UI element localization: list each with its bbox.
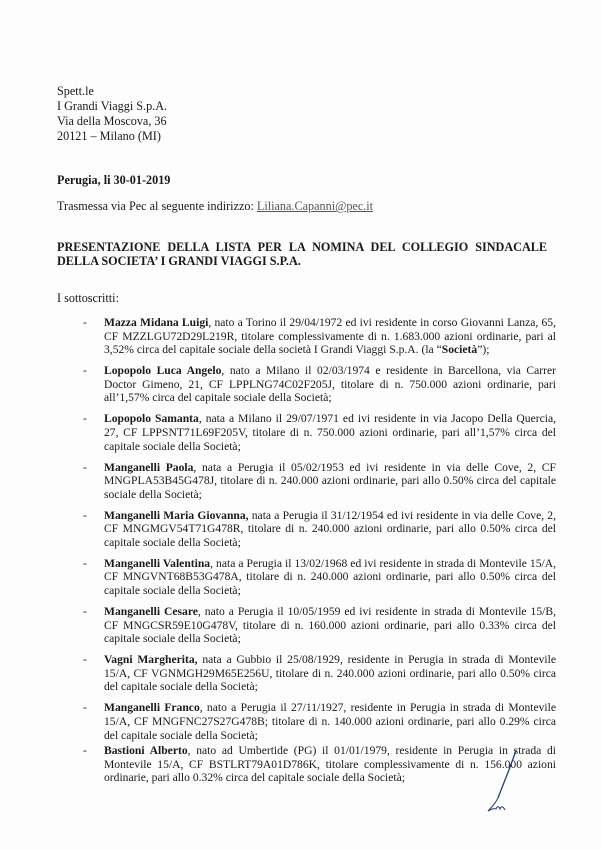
shareholder-name: Lopopolo Samanta xyxy=(104,412,199,426)
shareholder-name: Lopopolo Luca Angelo xyxy=(104,364,222,378)
shareholder-details: , nata a Perugia il 13/02/1968 ed ivi residente in strada di Montevile 15/A, CF MNGVNT68B53G478A, titolare di n. 240.000 azioni ordinarie, pari allo 0.50% circa del capitale sociale della Società; xyxy=(104,556,556,598)
bullet-dash: - xyxy=(83,556,87,570)
list-item xyxy=(80,316,556,357)
shareholder-name: Manganelli Paola xyxy=(104,460,194,474)
date-line: Perugia, li 30-01-2019 xyxy=(57,173,171,187)
bullet-dash: - xyxy=(83,508,87,522)
recipient-line: Spett.le xyxy=(57,84,94,98)
recipient-address xyxy=(57,84,167,144)
shareholder-name: Manganelli Valentina xyxy=(104,556,211,570)
shareholder-details: nata a Perugia il 31/12/1954 ed ivi residente in via delle Cove, 2, CF MNGMGV54T71G478R, titolare di n. 240.000 azioni ordinarie, pari allo 0.50% circa del capitale sociale della Società; xyxy=(104,508,556,549)
shareholder-name: Mazza Midana Luigi xyxy=(104,316,209,329)
shareholder-details: , nata a Perugia il 05/02/1953 ed ivi residente in via delle Cove, 2, CF MNGPLA53B45G478J, titolare di n. 240.000 azioni ordinarie, pari allo 0.50% circa del capitale sociale della Società; xyxy=(104,460,556,501)
recipient-line: Via della Moscova, 36 xyxy=(57,114,167,128)
signature-icon xyxy=(478,748,528,818)
shareholder-details: , nato a Perugia il 10/05/1959 ed ivi residente in strada di Montevile 15/B, CF MNGCSR59E10G478V, titolare di n. 160.000 azioni ordinarie, pari allo 0.33% circa del capitale sociale della Società; xyxy=(104,605,556,646)
list-item xyxy=(80,653,556,694)
bullet-dash: - xyxy=(83,364,87,378)
recipient-line: I Grandi Viaggi S.p.A. xyxy=(57,99,168,113)
intro-text: I sottoscritti: xyxy=(57,291,119,305)
bullet-dash: - xyxy=(83,744,87,758)
shareholder-name: Bastioni Alberto xyxy=(104,744,188,758)
recipient-line: 20121 – Milano (MI) xyxy=(57,129,161,143)
list-item xyxy=(80,461,556,502)
bullet-dash: - xyxy=(83,653,87,667)
shareholder-details: , nato a Torino il 29/04/1972 ed ivi residente in corso Giovanni Lanza, 65, CF MZZLGU72D29L219R, titolare complessivamente di n. 1.683.000 azioni ordinarie, pari al 3,52% circa del capitale sociale della società I Grandi Viaggi S.p.A. (la “ xyxy=(104,316,556,357)
list-item xyxy=(80,605,556,646)
bullet-dash: - xyxy=(83,460,87,474)
bullet-dash: - xyxy=(83,412,87,426)
bullet-dash: - xyxy=(83,605,87,619)
list-item xyxy=(80,412,556,453)
defined-term: Società xyxy=(441,343,478,357)
list-item xyxy=(80,701,556,742)
shareholder-name: Manganelli Franco xyxy=(104,701,200,715)
shareholder-name: Vagni Margherita, xyxy=(104,653,198,667)
pec-line xyxy=(57,199,373,214)
shareholder-list xyxy=(80,316,556,792)
pec-email-link[interactable]: Liliana.Capanni@pec.it xyxy=(256,199,374,213)
list-item xyxy=(80,557,556,598)
list-item xyxy=(80,364,556,405)
shareholder-details-tail: ”); xyxy=(477,343,490,357)
shareholder-details: , nato a Perugia il 27/11/1927, residente in Perugia in strada di Montevile 15/A, CF MNGFNC27S27G478B; titolare di n. 140.000 azioni ordinarie, pari allo 0.29% circa del capitale sociale della Società; xyxy=(104,701,556,742)
shareholder-details: , nato ad Umbertide (PG) il 01/01/1979, residente in Perugia in strada di Montevile 15/A, CF BSTLRT79A01D786K, titolare complessivamente di n. 156.000 azioni ordinarie, pari allo 0.32% circa del capitale sociale della Società; xyxy=(104,744,556,785)
bullet-dash: - xyxy=(83,701,87,715)
shareholder-details: nata a Gubbio il 25/08/1929, residente in Perugia in strada di Montevile 15/A, CF VGNMGH29M65E256U, titolare di n. 240.000 azioni ordinarie, pari allo 0.50% circa del capitale sociale della Società; xyxy=(104,653,557,694)
shareholder-name: Manganelli Cesare xyxy=(104,605,198,619)
document-title: PRESENTAZIONE DELLA LISTA PER LA NOMINA DEL COLLEGIO SINDACALE DELLA SOCIETA’ I GRANDI VIAGGI S.P.A. xyxy=(57,240,547,268)
shareholder-details: , nata a Milano il 29/07/1971 ed ivi residente in via Jacopo Della Quercia, 27, CF LPPSNT71L69F205V, titolare di n. 750.000 azioni ordinarie, pari all’1,57% circa del capitale sociale della Società; xyxy=(104,412,556,453)
list-item xyxy=(80,509,556,550)
shareholder-details: , nato a Milano il 02/03/1974 e residente in Barcellona, via Carrer Doctor Gimeno, 21, CF LPPLNG74C02F205J, titolare di n. 750.000 azioni ordinarie, pari all’1,57% circa del capitale sociale della Società; xyxy=(104,364,556,405)
pec-label: Trasmessa via Pec al seguente indirizzo: xyxy=(57,199,257,213)
shareholder-name: Manganelli Maria Giovanna, xyxy=(104,508,249,522)
bullet-dash: - xyxy=(83,316,87,329)
